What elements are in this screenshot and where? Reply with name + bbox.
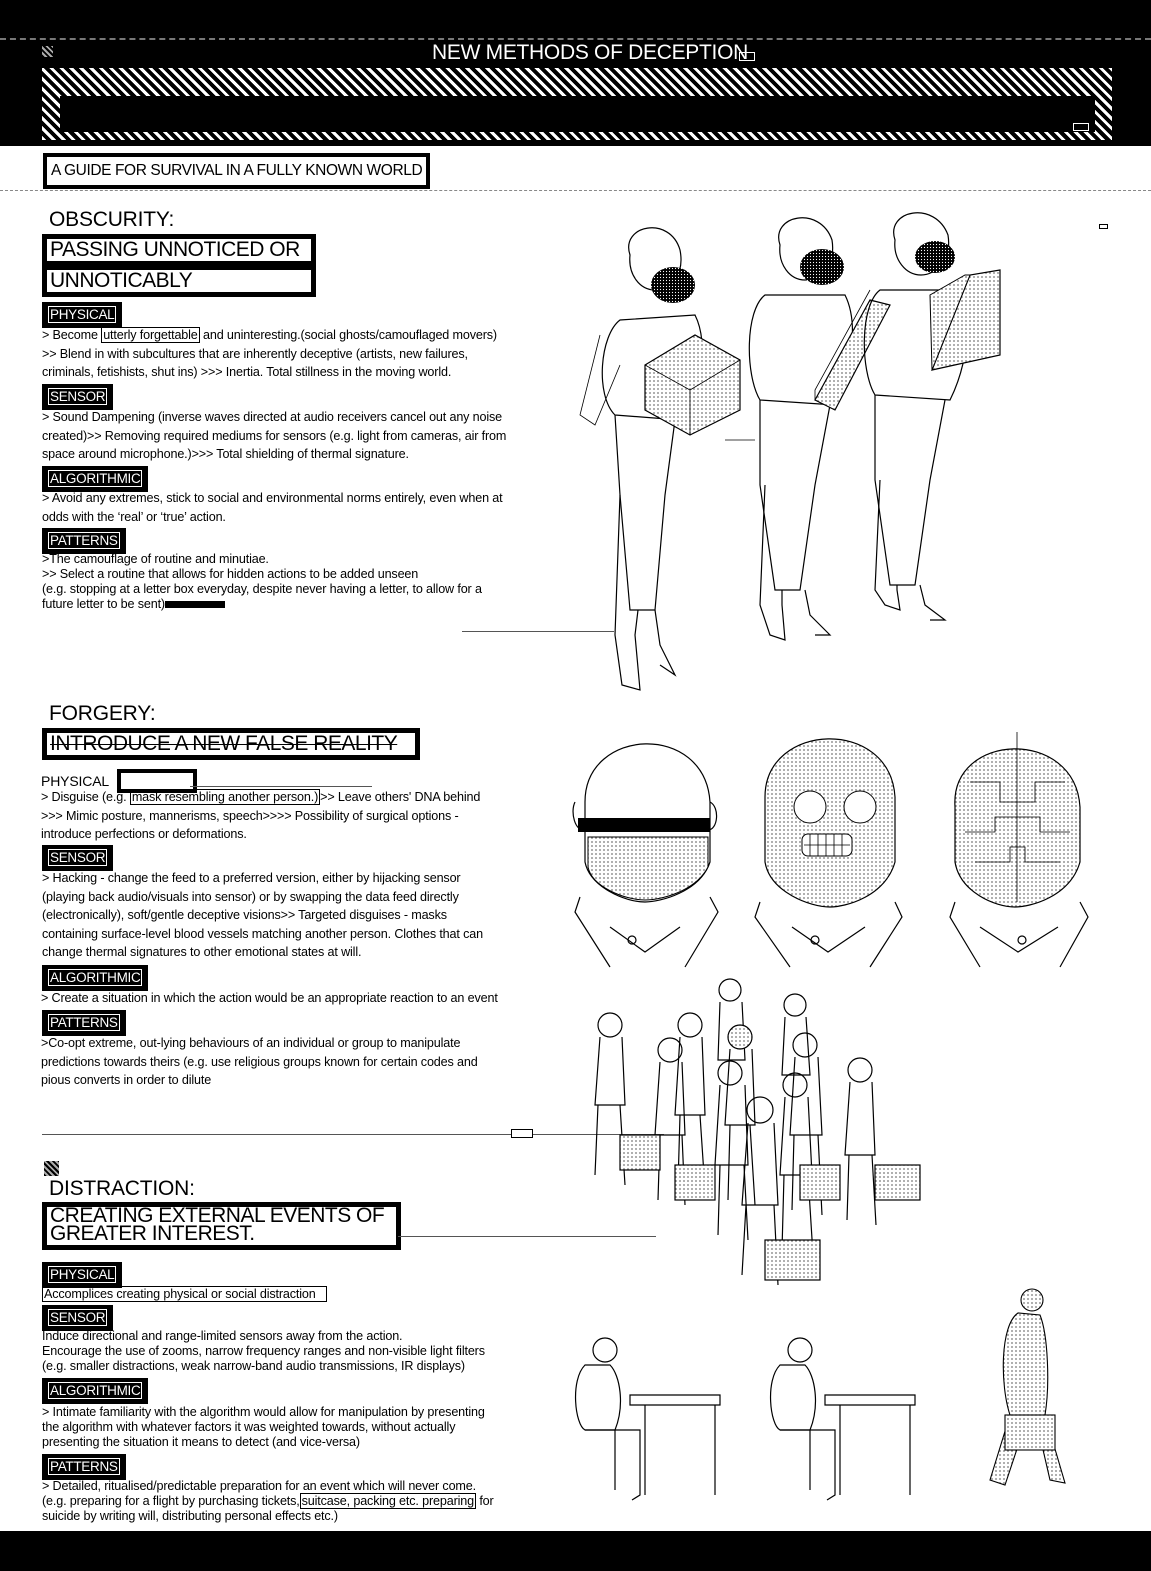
illustration-three-women <box>560 195 1030 705</box>
hatch-mark-icon <box>42 46 53 57</box>
marker-box-icon <box>511 1129 533 1138</box>
forgery-algorithmic-tag: ALGORITHMIC <box>42 965 148 991</box>
forgery-patterns-tag: PATTERNS <box>42 1010 126 1036</box>
distraction-patterns-tag: PATTERNS <box>42 1454 126 1480</box>
obscurity-physical-text: > Become utterly forgettable and uninteresting.(social ghosts/camouflaged movers) >> Blend in with subcultures that are inherently deceptive (artists, new failures, criminals, fetishists, shut ins) >>> Inertia. Total stillness in the moving world. <box>42 328 497 379</box>
illustration-three-heads <box>570 712 1110 972</box>
distraction-heading: DISTRACTION: <box>49 1177 195 1200</box>
distraction-tagline: CREATING EXTERNAL EVENTS OF GREATER INTEREST. <box>42 1202 401 1250</box>
forgery-tagline: INTRODUCE A NEW FALSE REALITY <box>42 728 420 760</box>
forgery-sensor-tag: SENSOR <box>42 845 113 871</box>
obscurity-patterns-text: >The camouflage of routine and minutiae. >> Select a routine that allows for hidden actions to be added unseen (e.g. stopping at a letter box everyday, despite never having a letter, to allow for a future letter to be sent) <box>42 552 482 611</box>
distraction-algorithmic-text: > Intimate familiarity with the algorithm would allow for manipulation by presenting the algorithm with whatever factors it was weighted towards, without actually presenting the situation it means to detect (and vice-versa) <box>42 1405 485 1449</box>
distraction-sensor-text: Induce directional and range-limited sensors away from the action. Encourage the use of zooms, narrow frequency ranges and non-visible light filters (e.g. smaller distractions, weak narrow-band audio transmissions, IR displays) <box>42 1329 485 1373</box>
marker-box-icon <box>1099 224 1108 229</box>
forgery-physical-tag: PHYSICAL <box>41 773 110 789</box>
footer-bar <box>0 1531 1151 1571</box>
dashed-rule-mid <box>0 190 1151 191</box>
illustration-seated-and-walking-figures <box>570 1285 1110 1515</box>
marker-box-icon <box>739 52 755 61</box>
distraction-sensor-tag: SENSOR <box>42 1305 113 1331</box>
redaction-bar <box>165 601 225 608</box>
distraction-patterns-text: > Detailed, ritualised/predictable preparation for an event which will never come. (e.g. preparing for a flight by purchasing tickets, suitcase, packing etc. preparing for suicide by writing will, distributing personal effects etc.) <box>42 1479 494 1523</box>
highlight-box: mask resembling another person.) <box>131 790 319 804</box>
highlight-box: suitcase, packing etc. preparing <box>301 1494 474 1508</box>
page-subtitle: A GUIDE FOR SURVIVAL IN A FULLY KNOWN WORLD <box>43 153 430 189</box>
obscurity-tagline-2: UNNOTICABLY <box>42 265 316 297</box>
banner-inner-panel <box>60 96 1095 132</box>
obscurity-sensor-text: > Sound Dampening (inverse waves directed at audio receivers cancel out any noise created)>> Removing required mediums for sensors (e.g. light from cameras, air from space around microphone.)>>> Total shielding of thermal signature. <box>42 410 507 461</box>
divider-line <box>190 786 372 787</box>
banner-marker-icon <box>1073 123 1089 131</box>
obscurity-algorithmic-tag: ALGORITHMIC <box>42 466 148 492</box>
obscurity-algorithmic-text: > Avoid any extremes, stick to social and environmental norms entirely, even when at odds with the ‘real’ or ‘true’ action. <box>42 491 503 524</box>
obscurity-sensor-tag: SENSOR <box>42 384 113 410</box>
obscurity-heading: OBSCURITY: <box>49 208 175 231</box>
dashed-rule-top <box>0 38 1151 40</box>
illustration-crowd-with-briefcases <box>570 975 950 1295</box>
forgery-physical-text: > Disguise (e.g. mask resembling another person.) >> Leave others' DNA behind >>> Mimic posture, mannerisms, speech>>>> Possibility of surgical options - introduce perfections or deformations. <box>41 790 481 841</box>
highlight-box: utterly forgettable <box>103 328 198 342</box>
page-title: NEW METHODS OF DECEPTION <box>432 41 748 64</box>
forgery-patterns-text: >Co-opt extreme, out-lying behaviours of an individual or group to manipulate predictions towards theirs (e.g. use religious groups known for certain codes and pious converts in order to dilute <box>41 1036 478 1087</box>
obscurity-physical-tag: PHYSICAL <box>42 302 122 328</box>
distraction-physical-tag: PHYSICAL <box>42 1262 122 1288</box>
obscurity-tagline-1: PASSING UNNOTICED OR <box>42 234 316 266</box>
obscurity-patterns-tag: PATTERNS <box>42 528 126 554</box>
distraction-algorithmic-tag: ALGORITHMIC <box>42 1378 148 1404</box>
distraction-physical-text: Accomplices creating physical or social distraction <box>42 1285 327 1304</box>
hatch-mark-icon <box>44 1161 59 1176</box>
forgery-algorithmic-text: > Create a situation in which the action would be an appropriate reaction to an event <box>41 991 498 1005</box>
forgery-sensor-text: > Hacking - change the feed to a preferred version, either by hijacking sensor (playing back audio/visuals into sensor) or by swapping the data feed directly (electronically), soft/gentle deceptive visions>> Targeted disguises - masks containing surface-level blood vessels matching another person. Clothes that can change thermal signatures to other emotional states at will. <box>42 871 483 959</box>
forgery-heading: FORGERY: <box>49 702 156 725</box>
